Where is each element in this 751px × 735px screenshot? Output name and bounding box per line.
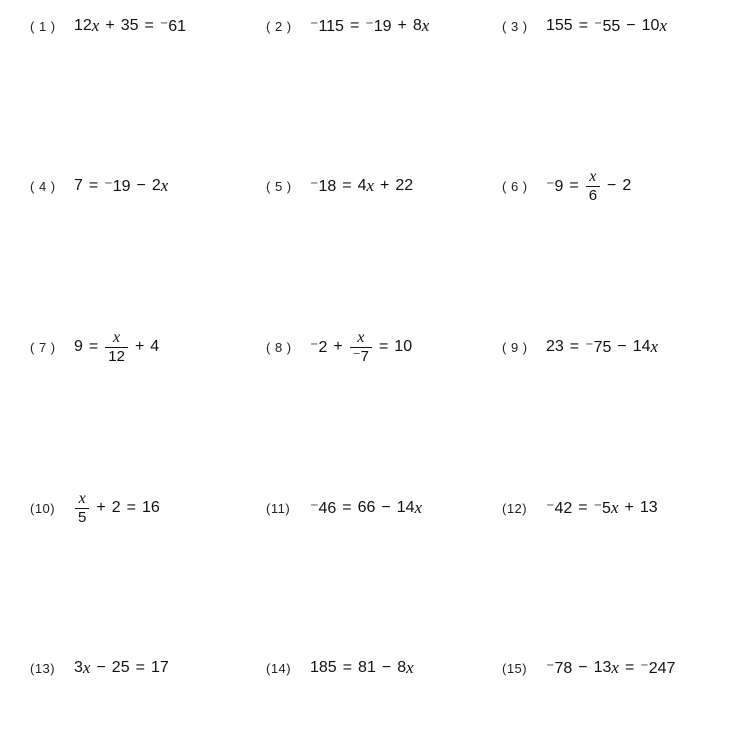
equation-operator: −	[381, 499, 391, 516]
fraction	[105, 330, 128, 365]
equation-operator: =	[569, 338, 580, 355]
equation-operator: =	[569, 177, 579, 194]
fraction-numerator: x	[78, 489, 86, 507]
equation-term: 185	[310, 659, 337, 676]
equation-operator: −	[381, 659, 392, 676]
equation-variable: x	[659, 16, 667, 35]
equation-operator: +	[105, 17, 115, 34]
equation-term: ⁻61	[159, 18, 187, 35]
equation	[74, 491, 160, 526]
equation-term: ⁻42	[546, 500, 573, 517]
equation	[546, 337, 658, 357]
problem-number: ( 4 )	[30, 178, 56, 194]
problem-15	[502, 648, 675, 688]
equation-operator: =	[88, 177, 99, 194]
problem-number: ( 5 )	[266, 178, 292, 194]
equation-operator: −	[96, 659, 106, 676]
equation-variable: x	[366, 176, 375, 195]
fraction-denominator: ⁻7	[352, 347, 369, 365]
equation-operator: +	[134, 338, 145, 355]
equation-variable: x	[160, 176, 169, 195]
equation-term: ⁻115	[310, 18, 344, 35]
equation-term: 2	[622, 177, 632, 194]
equation-term: 14	[396, 499, 415, 516]
equation-term: 66	[357, 499, 376, 516]
equation-term: 8	[397, 659, 407, 676]
problem-number: ( 8 )	[266, 339, 292, 355]
equation-operator: =	[378, 338, 389, 355]
equation-operator: +	[96, 499, 106, 516]
problem-8	[266, 327, 412, 367]
equation-operator: −	[626, 17, 636, 34]
equation-operator: =	[578, 17, 589, 34]
equation-term: ⁻55	[594, 18, 621, 35]
equation-term: 8	[412, 17, 422, 34]
fraction-numerator: x	[113, 328, 121, 346]
equation-term: 10	[641, 17, 660, 34]
problem-12	[502, 488, 658, 528]
problem-number: (14)	[266, 660, 292, 676]
equation-term: 25	[111, 659, 130, 676]
equation-variable: x	[421, 16, 430, 35]
equation-term: 2	[111, 499, 121, 516]
fraction-numerator: x	[589, 167, 597, 185]
equation-operator: =	[144, 17, 154, 34]
equation-term: 23	[546, 338, 564, 355]
fraction	[586, 169, 600, 204]
equation-operator: =	[135, 659, 145, 676]
equation-term: ⁻19	[104, 178, 131, 195]
equation-term: 10	[394, 338, 413, 355]
problem-number: ( 9 )	[502, 339, 528, 355]
problem-14	[266, 648, 414, 688]
equation-term: 22	[395, 177, 414, 194]
equation-operator: =	[349, 17, 360, 34]
equation-term: 155	[546, 17, 573, 34]
fraction	[75, 491, 89, 526]
fraction-denominator: 6	[588, 186, 598, 204]
equation-operator: =	[624, 659, 635, 676]
equation-operator: =	[126, 499, 136, 516]
equation	[546, 498, 658, 518]
equation	[74, 658, 169, 678]
equation-operator: −	[607, 177, 617, 194]
equation-variable: x	[414, 498, 423, 517]
equation-term: ⁻247	[640, 660, 676, 677]
equation	[310, 658, 414, 678]
equation-operator: +	[333, 338, 343, 355]
equation-operator: =	[342, 177, 352, 194]
problem-number: ( 2 )	[266, 18, 292, 34]
fraction	[350, 330, 372, 365]
fraction-denominator: 5	[78, 508, 87, 526]
equation-variable: x	[610, 498, 619, 517]
equation-term: ⁻78	[546, 660, 573, 677]
problem-number: (12)	[502, 500, 528, 516]
equation-term: 13	[639, 499, 658, 516]
equation-term: 4	[357, 177, 367, 194]
equation-term: 14	[632, 338, 651, 355]
problem-number: ( 3 )	[502, 18, 528, 34]
equation-term: 9	[74, 338, 83, 355]
problem-7	[30, 327, 159, 367]
equation-term: ⁻2	[310, 339, 328, 356]
equation	[74, 330, 159, 365]
equation-operator: +	[624, 499, 634, 516]
equation-term: ⁻75	[585, 339, 612, 356]
equation-variable: x	[611, 658, 619, 677]
problem-2	[266, 6, 429, 46]
equation-term: ⁻9	[546, 178, 564, 195]
equation-term: 13	[593, 659, 612, 676]
equation	[74, 176, 168, 196]
problem-6	[502, 166, 631, 206]
equation	[546, 16, 667, 36]
equation-term: 17	[150, 659, 169, 676]
problem-10	[30, 488, 160, 528]
problem-number: (15)	[502, 660, 528, 676]
equation-variable: x	[91, 16, 100, 35]
equation	[310, 330, 412, 365]
equation-variable: x	[82, 658, 91, 677]
equation	[310, 176, 413, 196]
equation-term: 16	[141, 499, 160, 516]
equation-operator: −	[617, 338, 627, 355]
equation-term: 81	[358, 659, 376, 676]
equation-operator: +	[397, 17, 407, 34]
problem-number: ( 7 )	[30, 339, 56, 355]
equation	[310, 16, 429, 36]
fraction-denominator: 12	[108, 347, 125, 365]
problem-11	[266, 488, 422, 528]
equation-operator: =	[578, 499, 588, 516]
fraction-numerator: x	[357, 328, 365, 346]
equation-operator: =	[342, 499, 352, 516]
problem-9	[502, 327, 658, 367]
problem-number: ( 6 )	[502, 178, 528, 194]
problem-3	[502, 6, 667, 46]
equation-variable: x	[406, 658, 414, 677]
equation-operator: −	[578, 659, 588, 676]
equation	[546, 658, 675, 678]
equation-term: 35	[120, 17, 139, 34]
equation-operator: =	[342, 659, 353, 676]
equation	[546, 169, 631, 204]
equation-term: 4	[150, 338, 160, 355]
problem-number: (13)	[30, 660, 56, 676]
problem-number: (11)	[266, 500, 291, 516]
equation	[310, 498, 422, 518]
equation-term: 7	[74, 177, 83, 194]
equation-operator: −	[136, 177, 146, 194]
problem-5	[266, 166, 413, 206]
problem-number: ( 1 )	[30, 18, 56, 34]
equation-operator: =	[88, 338, 99, 355]
problem-1	[30, 6, 186, 46]
equation-term: 2	[151, 177, 161, 194]
equation-variable: x	[650, 337, 659, 356]
problem-number: (10)	[30, 500, 56, 516]
problem-4	[30, 166, 168, 206]
equation-term: 12	[74, 17, 92, 34]
equation	[74, 16, 186, 36]
equation-term: ⁻46	[310, 500, 337, 517]
problem-13	[30, 648, 169, 688]
equation-term: ⁻5	[593, 500, 611, 517]
equation-term: 3	[74, 659, 83, 676]
equation-term: ⁻18	[310, 178, 337, 195]
equation-operator: +	[380, 177, 390, 194]
equation-term: ⁻19	[365, 18, 392, 35]
